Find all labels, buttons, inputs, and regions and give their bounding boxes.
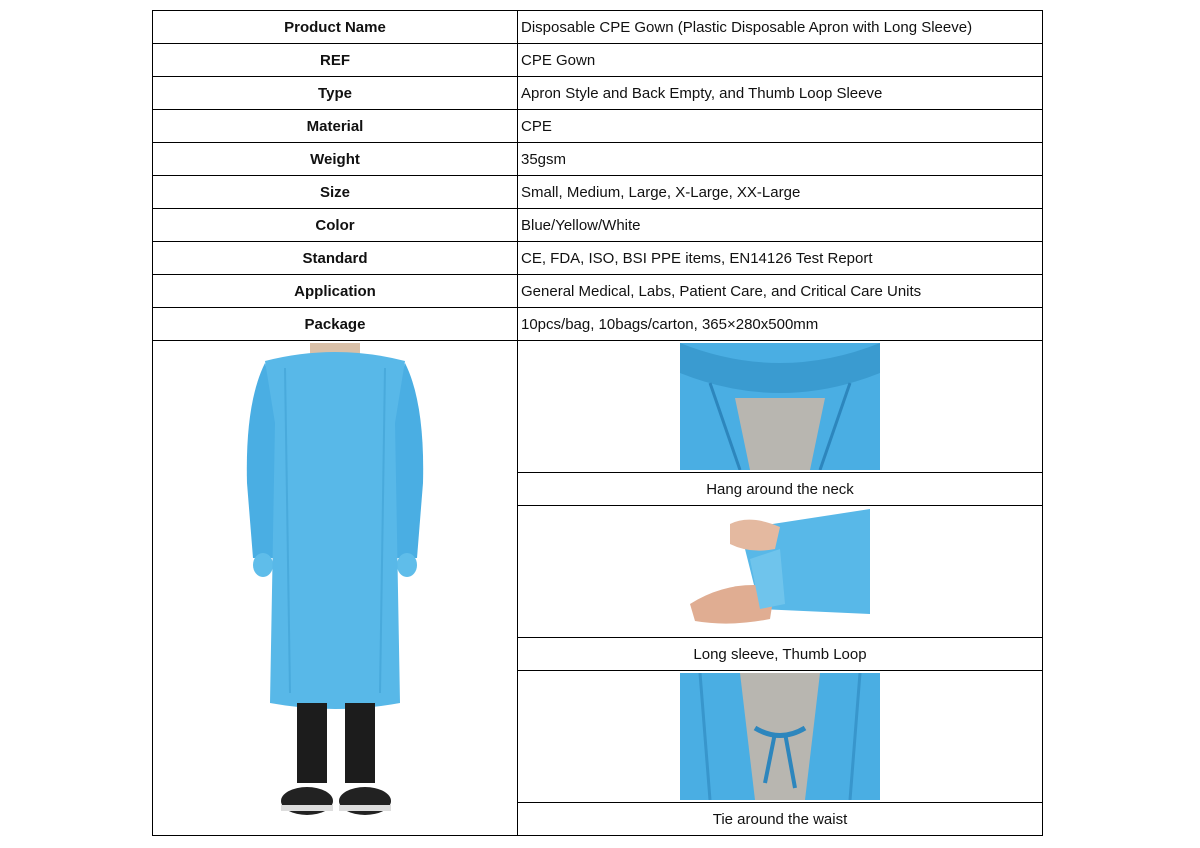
sleeve-photo-cell bbox=[518, 506, 1043, 638]
spec-value: CPE bbox=[518, 110, 1043, 143]
photo-row-neck bbox=[153, 341, 1043, 473]
spec-row-material bbox=[153, 110, 1043, 143]
full-gown-photo bbox=[225, 343, 445, 833]
spec-label: Type bbox=[153, 77, 518, 110]
spec-label: Standard bbox=[153, 242, 518, 275]
spec-label: Material bbox=[153, 110, 518, 143]
spec-row-type bbox=[153, 77, 1043, 110]
spec-row-size bbox=[153, 176, 1043, 209]
spec-label: Size bbox=[153, 176, 518, 209]
spec-row-weight bbox=[153, 143, 1043, 176]
spec-value: 10pcs/bag, 10bags/carton, 365×280x500mm bbox=[518, 308, 1043, 341]
neck-photo-cell bbox=[518, 341, 1043, 473]
neck-photo bbox=[680, 343, 880, 470]
spec-label: Package bbox=[153, 308, 518, 341]
spec-value: 35gsm bbox=[518, 143, 1043, 176]
spec-label: Application bbox=[153, 275, 518, 308]
spec-row-standard bbox=[153, 242, 1043, 275]
spec-label: Color bbox=[153, 209, 518, 242]
spec-label: Weight bbox=[153, 143, 518, 176]
spec-row-package bbox=[153, 308, 1043, 341]
caption-neck: Hang around the neck bbox=[518, 473, 1043, 506]
spec-row-color bbox=[153, 209, 1043, 242]
caption-sleeve: Long sleeve, Thumb Loop bbox=[518, 638, 1043, 671]
spec-value: General Medical, Labs, Patient Care, and Critical Care Units bbox=[518, 275, 1043, 308]
sleeve-photo bbox=[690, 509, 870, 634]
spec-row-product-name bbox=[153, 11, 1043, 44]
spec-label: REF bbox=[153, 44, 518, 77]
caption-waist: Tie around the waist bbox=[518, 803, 1043, 836]
spec-row-application bbox=[153, 275, 1043, 308]
full-gown-photo-cell bbox=[153, 341, 518, 836]
spec-value: Disposable CPE Gown (Plastic Disposable Apron with Long Sleeve) bbox=[518, 11, 1043, 44]
spec-value: Blue/Yellow/White bbox=[518, 209, 1043, 242]
spec-label: Product Name bbox=[153, 11, 518, 44]
spec-row-ref bbox=[153, 44, 1043, 77]
spec-table bbox=[152, 10, 1043, 836]
spec-value: Small, Medium, Large, X-Large, XX-Large bbox=[518, 176, 1043, 209]
waist-photo bbox=[680, 673, 880, 800]
waist-photo-cell bbox=[518, 671, 1043, 803]
spec-value: Apron Style and Back Empty, and Thumb Loop Sleeve bbox=[518, 77, 1043, 110]
spec-value: CPE Gown bbox=[518, 44, 1043, 77]
spec-value: CE, FDA, ISO, BSI PPE items, EN14126 Test Report bbox=[518, 242, 1043, 275]
